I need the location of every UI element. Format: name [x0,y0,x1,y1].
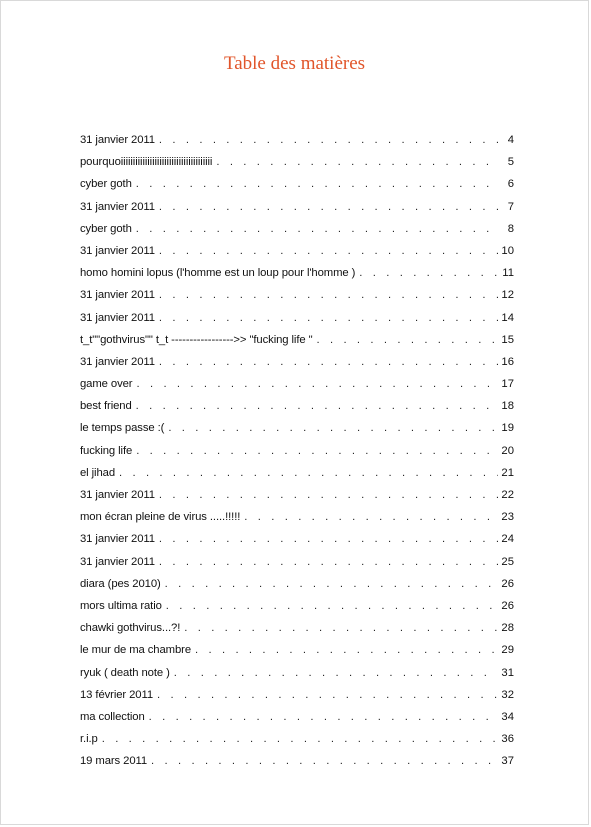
dot-leader [159,484,498,506]
toc-entry-label: 31 janvier 2011 [80,555,155,568]
toc-entry-label: le mur de ma chambre [80,644,192,657]
toc-entry[interactable] [80,173,514,195]
toc-entry-label: fucking life [80,444,133,457]
toc-entry-page-number: 19 [501,422,514,435]
toc-entry-label: le temps passe :( [80,422,165,435]
toc-entry-label: best friend [80,400,132,413]
toc-entry[interactable] [80,351,514,373]
toc-entry-label: diara (pes 2010) [80,577,161,590]
toc-entry-page-number: 21 [501,466,514,479]
toc-entry-page-number: 32 [501,688,514,701]
toc-entry-label: cyber goth [80,178,132,191]
dot-leader [159,196,498,218]
dot-leader [136,395,498,417]
toc-entry-label: 31 janvier 2011 [80,489,155,501]
dot-leader [359,262,498,284]
toc-entry-label: 31 janvier 2011 [80,311,155,324]
toc-title: Table des matières [223,53,366,74]
toc-entry-page-number: 24 [501,533,514,546]
toc-entry-page-number: 37 [501,755,514,768]
toc-entry[interactable] [80,462,514,484]
toc-entry-page-number: 25 [501,555,514,568]
dot-leader [168,417,498,439]
dot-leader [165,573,498,595]
toc-entry-label: t_t""gothvirus"" t_t ----------------->> "fucking life " [80,333,313,346]
toc-entry[interactable] [80,129,514,151]
toc-entry-page-number: 15 [501,333,514,346]
toc-entry-label: ryuk ( death note ) [80,666,170,679]
toc-entry[interactable] [80,417,514,439]
dot-leader [216,151,498,173]
toc-entry-page-number: 22 [501,489,514,501]
dot-leader [151,750,498,772]
dot-leader [149,706,498,728]
toc-entry[interactable] [80,284,514,306]
toc-entry-page-number: 36 [501,733,514,746]
toc-entry-label: 31 janvier 2011 [80,289,155,302]
dot-leader [102,728,498,750]
toc-entry-label: 31 janvier 2011 [80,200,155,213]
toc-entry-label: 31 janvier 2011 [80,134,155,146]
toc-entry-label: 13 février 2011 [80,688,154,701]
dot-leader [136,373,498,395]
toc-entry[interactable] [80,662,514,684]
toc-entry-page-number: 4 [507,134,514,146]
toc-entry-page-number: 17 [501,378,514,391]
toc-entry-page-number: 12 [501,289,514,302]
toc-entry-page-number: 11 [502,267,514,280]
toc-entry[interactable] [80,262,514,284]
toc-entry-page-number: 8 [507,222,514,235]
toc-entry-label: cyber goth [80,222,132,235]
toc-entry-label: homo homini lopus (l'homme est un loup pour l'homme ) [80,267,356,280]
dot-leader [317,329,499,351]
toc-entry-label: chawki gothvirus...?! [80,622,181,635]
toc-entry[interactable] [80,706,514,728]
toc-entry[interactable] [80,329,514,351]
toc-entry-label: r.i.p [80,733,98,746]
toc-entry[interactable] [80,196,514,218]
dot-leader [244,506,498,528]
toc-entry[interactable] [80,218,514,240]
toc-entry-page-number: 18 [501,400,514,413]
toc-entry-page-number: 28 [501,622,514,635]
toc-entry[interactable] [80,151,514,173]
toc-entry-label: pourquoiiiiiiiiiiiiiiiiiiiiiiiiiiiiiiiiiiiiii [80,156,213,169]
toc-entry[interactable] [80,395,514,417]
toc-entry-page-number: 6 [507,178,514,191]
toc-entry-label: 31 janvier 2011 [80,533,155,546]
toc-entry-page-number: 10 [501,244,514,257]
toc-entry[interactable] [80,528,514,550]
toc-entry-page-number: 7 [507,200,514,213]
toc-entry[interactable] [80,240,514,262]
toc-entry-page-number: 23 [501,511,514,524]
toc-entry-page-number: 5 [507,156,514,169]
toc-entry-page-number: 26 [501,599,514,612]
toc-entry[interactable] [80,617,514,639]
toc-entry-page-number: 26 [501,577,514,590]
toc-entry[interactable] [80,440,514,462]
toc-entry[interactable] [80,639,514,661]
dot-leader [195,639,498,661]
toc-entry[interactable] [80,573,514,595]
dot-leader [174,662,498,684]
dot-leader [157,684,498,706]
toc-entry-page-number: 31 [501,666,514,679]
toc-entry-label: ma collection [80,710,145,723]
toc-list [80,129,514,772]
toc-entry[interactable] [80,551,514,573]
dot-leader [159,351,498,373]
toc-entry[interactable] [80,595,514,617]
toc-entry-page-number: 14 [501,311,514,324]
dot-leader [136,173,498,195]
toc-entry-label: el jihad [80,466,115,479]
dot-leader [166,595,498,617]
toc-entry-label: 31 janvier 2011 [80,355,155,368]
toc-entry-label: game over [80,378,133,391]
dot-leader [159,307,498,329]
toc-entry-label: mon écran pleine de virus .....!!!!! [80,511,241,524]
toc-entry[interactable] [80,484,514,506]
toc-entry-page-number: 20 [501,444,514,457]
toc-entry[interactable] [80,684,514,706]
toc-entry[interactable] [80,506,514,528]
toc-entry[interactable] [80,750,514,772]
toc-entry-page-number: 29 [501,644,514,657]
dot-leader [136,440,498,462]
dot-leader [159,129,498,151]
dot-leader [159,528,498,550]
toc-entry-label: 19 mars 2011 [80,755,148,768]
toc-entry[interactable] [80,373,514,395]
toc-entry[interactable] [80,728,514,750]
toc-entry[interactable] [80,307,514,329]
dot-leader [159,551,498,573]
toc-entry-label: mors ultima ratio [80,599,162,612]
toc-entry-page-number: 34 [501,710,514,723]
dot-leader [159,240,498,262]
dot-leader [184,617,498,639]
dot-leader [159,284,498,306]
dot-leader [136,218,498,240]
dot-leader [119,462,498,484]
toc-entry-page-number: 16 [501,355,514,368]
toc-entry-label: 31 janvier 2011 [80,244,155,257]
